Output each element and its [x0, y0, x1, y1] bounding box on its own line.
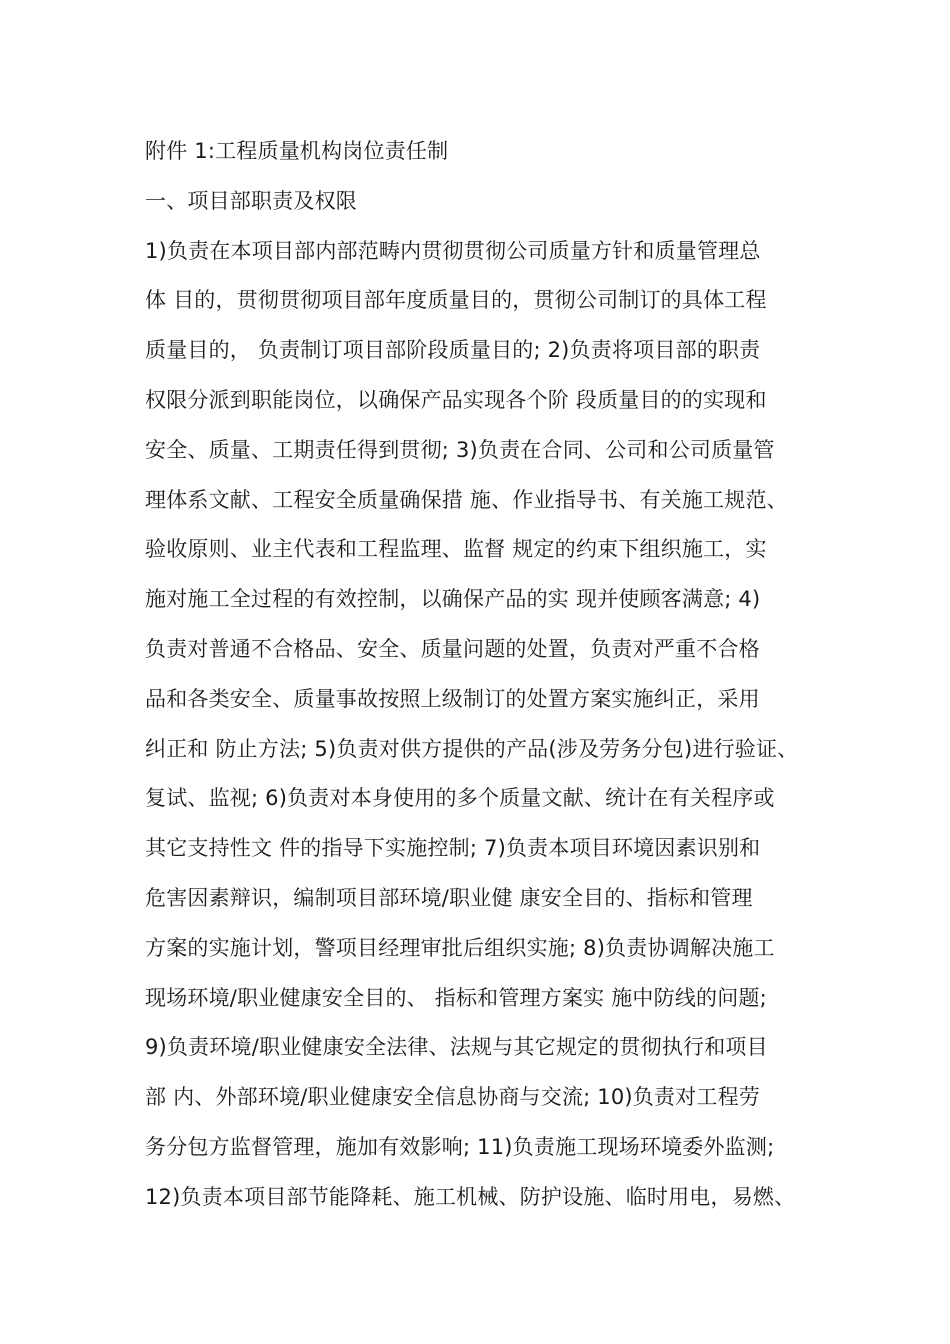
- body-text-line: 施对施工全过程的有效控制，以确保产品的实 现并使顾客满意; 4): [145, 587, 761, 612]
- body-text-line: 现场环境/职业健康安全目的、 指标和管理方案实 施中防线的问题;: [145, 985, 767, 1010]
- document-body: [145, 128, 835, 1224]
- body-text-line: 验收原则、业主代表和工程监理、监督 规定的约束下组织施工，实: [145, 537, 767, 562]
- body-text-line: 其它支持性文 件的指导下实施控制; 7)负责本项目环境因素识别和: [145, 836, 761, 861]
- body-text-line: 1)负责在本项目部内部范畴内贯彻贯彻公司质量方针和质量管理总: [145, 238, 761, 263]
- body-text-line: 12)负责本项目部节能降耗、施工机械、防护设施、临时用电，易燃、: [145, 1184, 796, 1209]
- body-text-line: 品和各类安全、质量事故按照上级制订的处置方案实施纠正，采用: [145, 686, 760, 711]
- body-text-line: 复试、监视; 6)负责对本身使用的多个质量文献、统计在有关程序或: [145, 786, 775, 811]
- body-text-line: 务分包方监督管理，施加有效影响; 11)负责施工现场环境委外监测;: [145, 1134, 775, 1159]
- body-text-line: 方案的实施计划，警项目经理审批后组织实施; 8)负责协调解决施工: [145, 935, 775, 960]
- body-text-line: 9)负责环境/职业健康安全法律、法规与其它规定的贯彻执行和项目: [145, 1035, 768, 1060]
- body-text-line: 危害因素辩识，编制项目部环境/职业健 康安全目的、指标和管理: [145, 885, 753, 910]
- body-text-line: 质量目的， 负责制订项目部阶段质量目的; 2)负责将项目部的职责: [145, 338, 761, 363]
- body-text-line: 纠正和 防止方法; 5)负责对供方提供的产品(涉及劳务分包)进行验证、: [145, 736, 799, 761]
- body-text-line: 体 目的，贯彻贯彻项目部年度质量目的，贯彻公司制订的具体工程: [145, 288, 767, 313]
- document-title: 附件 1:工程质量机构岗位责任制: [145, 139, 449, 163]
- body-text-line: 负责对普通不合格品、安全、质量问题的处置，负责对严重不合格: [145, 636, 760, 661]
- body-text-line: 权限分派到职能岗位，以确保产品实现各个阶 段质量目的的实现和: [145, 387, 767, 412]
- section-heading: 一、项目部职责及权限: [145, 188, 357, 213]
- body-text-line: 安全、质量、工期责任得到贯彻; 3)负责在合同、公司和公司质量管: [145, 437, 775, 462]
- body-text-line: 部 内、外部环境/职业健康安全信息协商与交流; 10)负责对工程劳: [145, 1085, 761, 1110]
- body-text-line: 理体系文献、工程安全质量确保措 施、作业指导书、有关施工规范、: [145, 487, 788, 512]
